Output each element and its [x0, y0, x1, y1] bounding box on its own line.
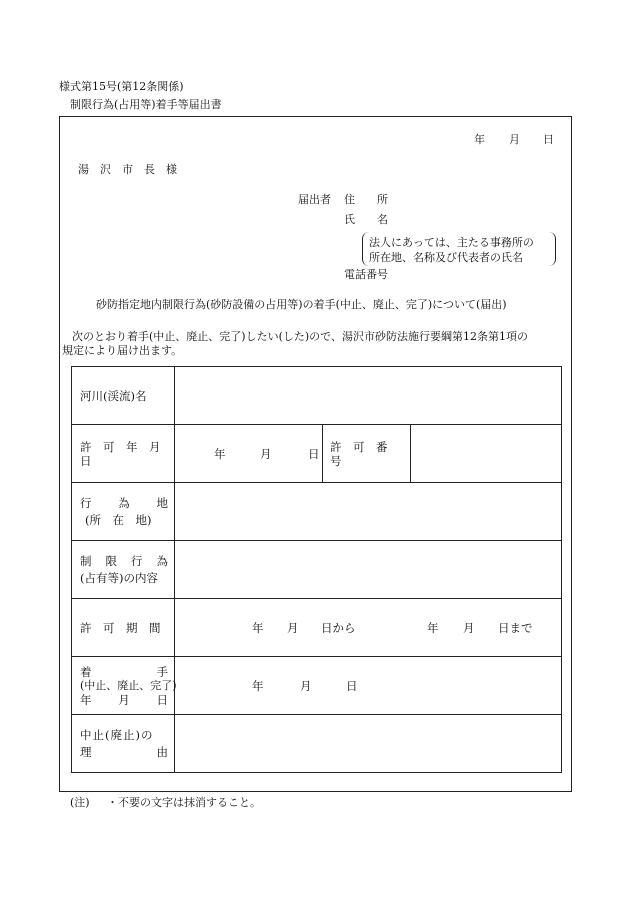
start-value-cell[interactable]	[175, 657, 562, 715]
period-value-cell[interactable]	[175, 599, 562, 657]
period-to-year: 年	[427, 620, 439, 635]
start-label-sub: (中止、廃止、完了)	[80, 678, 177, 692]
permit-date-day: 日	[308, 446, 320, 461]
start-month: 月	[300, 678, 312, 693]
note-text: ・不要の文字は抹消すること。	[107, 796, 261, 809]
date-day: 日	[543, 133, 554, 146]
table-row	[72, 715, 562, 773]
addressee: 湯 沢 市 長 様	[78, 163, 177, 176]
reason-value-cell[interactable]	[175, 715, 562, 773]
period-from-day: 日から	[321, 620, 356, 635]
table-row	[72, 425, 562, 483]
permit-number-value-cell[interactable]	[411, 425, 562, 483]
river-label: 河川(渓流)名	[80, 388, 147, 403]
start-day: 日	[346, 678, 358, 693]
reason-label-1: 中止(廃止)の	[80, 728, 154, 742]
period-to-month: 月	[463, 620, 475, 635]
name-label: 氏 名	[344, 213, 388, 226]
restricted-label-sub: (占有等)の内容	[80, 571, 158, 585]
subject: 砂防指定地内制限行為(砂防設備の占用等)の着手(中止、廃止、完了)について(届出)	[96, 298, 507, 311]
form-table	[71, 366, 562, 773]
start-label-char: 年	[80, 692, 92, 707]
phone-label: 電話番号	[344, 268, 388, 281]
start-label-char: 月	[118, 692, 130, 707]
period-from-year: 年	[252, 620, 264, 635]
restricted-label-char: 制	[80, 554, 92, 568]
form-title: 制限行為(占用等)着手等届出書	[70, 98, 222, 111]
river-label-cell	[72, 367, 175, 425]
period-label: 許 可 期 間	[80, 620, 161, 635]
table-row	[72, 541, 562, 599]
site-label-char: 為	[118, 496, 130, 510]
reason-label-char: 理	[80, 745, 92, 759]
table-row	[72, 483, 562, 541]
restricted-label-char: 行	[131, 554, 143, 568]
corp-note-line1: 法人にあっては、主たる事務所の	[369, 236, 534, 249]
site-label-char: 行	[80, 496, 92, 510]
site-label-sub: (所 在 地)	[85, 513, 152, 527]
start-label-char: 日	[156, 692, 168, 707]
start-label-char: 手	[156, 664, 168, 679]
start-label-cell	[72, 657, 175, 715]
date-month: 月	[509, 133, 520, 146]
reason-label-cell	[72, 715, 175, 773]
permit-date-year: 年	[214, 446, 226, 461]
river-value-cell[interactable]	[175, 367, 562, 425]
date-year: 年	[474, 133, 485, 146]
table-row	[72, 599, 562, 657]
body-line1: 次のとおり着手(中止、廃止、完了)したい(した)ので、湯沢市砂防法施行要綱第12条第1項の	[72, 330, 528, 343]
period-from-month: 月	[287, 620, 299, 635]
table-row	[72, 657, 562, 715]
reason-label-char: 由	[156, 745, 168, 759]
permit-date-label: 許 可 年 月 日	[80, 439, 172, 468]
restricted-value-cell[interactable]	[175, 541, 562, 599]
permit-number-label: 許 可 番 号	[330, 439, 399, 468]
permit-date-value-cell[interactable]	[175, 425, 323, 483]
restricted-label-char: 為	[156, 554, 168, 568]
permit-date-label-cell	[72, 425, 175, 483]
period-label-cell	[72, 599, 175, 657]
site-value-cell[interactable]	[175, 483, 562, 541]
body-line2: 規定により届け出ます。	[62, 344, 183, 357]
period-to-day: 日まで	[498, 620, 533, 635]
restricted-label-char: 限	[105, 554, 117, 568]
start-label-char: 着	[80, 664, 92, 679]
table-row	[72, 367, 562, 425]
permit-date-month: 月	[260, 446, 272, 461]
note-label: (注)	[70, 796, 90, 809]
address-label: 住 所	[344, 193, 388, 206]
permit-number-label-cell	[323, 425, 411, 483]
form-number: 様式第15号(第12条関係)	[59, 80, 184, 93]
site-label-char: 地	[156, 496, 168, 510]
site-label-cell	[72, 483, 175, 541]
restricted-label-cell	[72, 541, 175, 599]
corp-note-line2: 所在地、名称及び代表者の氏名	[369, 251, 523, 264]
applicant-label: 届出者	[298, 193, 331, 206]
start-year: 年	[252, 678, 264, 693]
